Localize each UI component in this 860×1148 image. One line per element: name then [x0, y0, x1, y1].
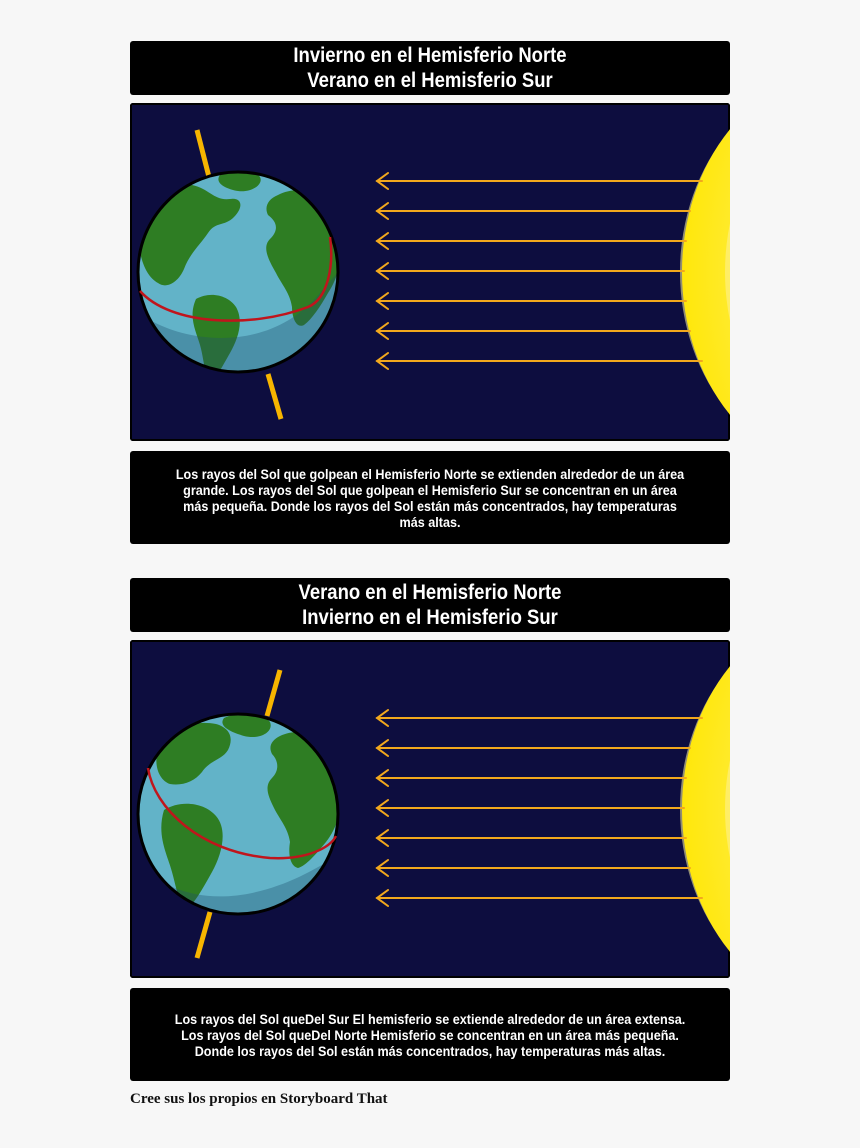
panel-1-caption-text: Los rayos del Sol que golpean el Hemisferio Norte se extienden alrededor de un área grande. Los rayos del Sol que golpean el Hemisferio Sur se concentran en un área más pequeña. Donde los rayos del Sol están más concentrados, hay temperaturas más altas. [175, 465, 685, 530]
winter-north-diagram [130, 103, 730, 441]
panel-2-caption-text: Los rayos del Sol queDel Sur El hemisferio se extiende alrededor de un área extensa. Los rayos del Sol queDel Norte Hemisferio se concentran en un área más pequeña. Donde los rayos del Sol están más concentrados, hay temperaturas más altas. [174, 1010, 686, 1059]
panel-2-caption [130, 988, 730, 1081]
panel-1-title-line-1: Invierno en el Hemisferio Norte [293, 44, 567, 67]
panel-1-title-line-2: Verano en el Hemisferio Sur [307, 69, 553, 92]
summer-north-diagram [130, 640, 730, 978]
panel-2-title-line-2: Invierno en el Hemisferio Sur [302, 606, 558, 629]
panel-2-title-line-1: Verano en el Hemisferio Norte [298, 581, 562, 604]
earth-globe [138, 713, 340, 916]
panel-1-caption [130, 451, 730, 544]
panel-1-scene [130, 103, 730, 441]
panel-1-title [130, 41, 730, 95]
panel-2-title [130, 578, 730, 632]
panel-2-scene [130, 640, 730, 978]
footer-credit: Cree sus los propios en Storyboard That [130, 1091, 388, 1107]
